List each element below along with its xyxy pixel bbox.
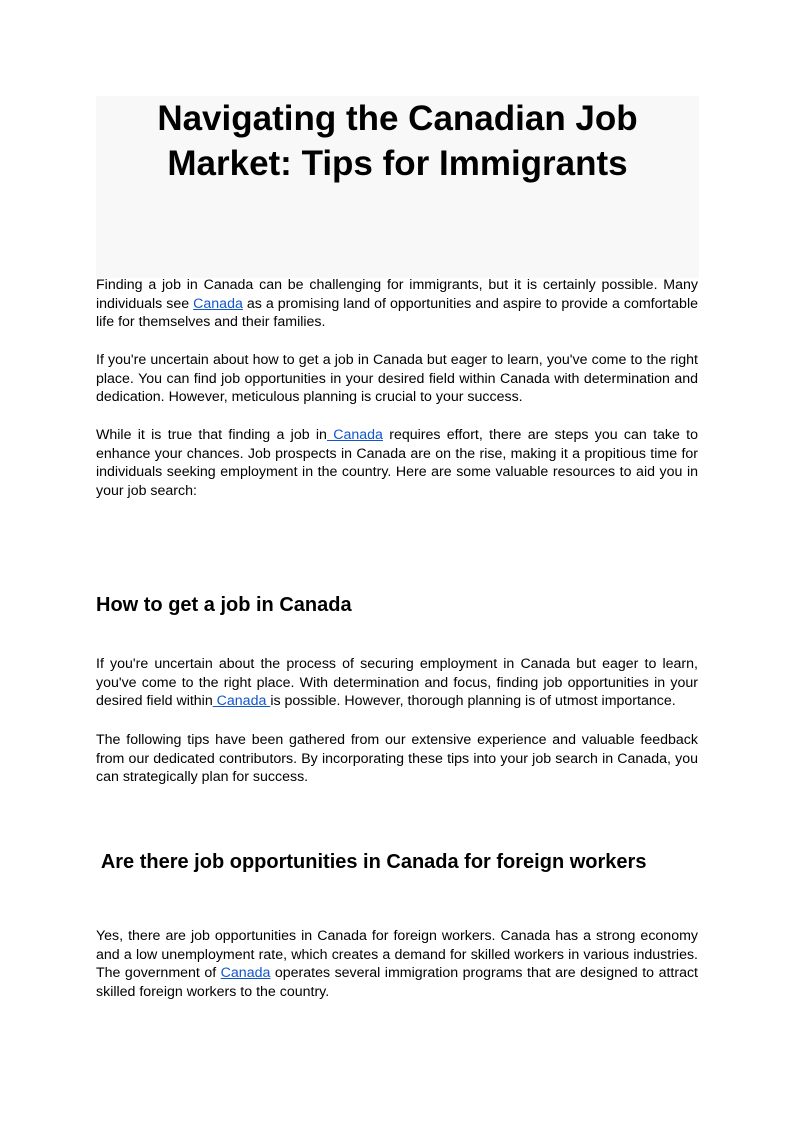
section1-paragraph-2: The following tips have been gathered from our extensive experience and valuable feedback from our dedicated contributors. By incorporating these tips into your job search in Canada, you can strategically plan for success.: [96, 732, 698, 786]
intro-paragraph-1: [96, 276, 698, 332]
canada-link-1[interactable]: Canada: [193, 295, 243, 312]
intro-p1-text-b: as a promising land of opportunities and aspire to provide a comfortable life for themselves and their families.: [96, 295, 698, 331]
section2-paragraph-1: [96, 927, 698, 1002]
page-title: Navigating the Canadian Job Market: Tips for Immigrants: [157, 99, 638, 183]
canada-link-2[interactable]: Canada: [326, 427, 383, 443]
section2-p1-text-b: operates several immigration programs that are designed to attract skilled foreign workers to the country.: [96, 965, 698, 1001]
canada-link-3[interactable]: Canada: [212, 693, 271, 710]
intro-p1-text-a: Finding a job in Canada can be challenging for immigrants, but it is certainly possible. Many individuals see: [96, 277, 698, 312]
section2-p1-text-a: Yes, there are job opportunities in Canada for foreign workers. Canada has a strong economy and a low unemployment rate, which creates a demand for skilled workers in various industries. The government of: [96, 928, 698, 982]
intro-p3-text-b: requires effort, there are steps you can take to enhance your chances. Job prospects in Canada are on the rise, making it a propitious time for individuals seeking employment in the country. Here are some valuable resources to aid you in your job search:: [96, 427, 699, 500]
intro-paragraph-3: [96, 426, 698, 501]
section-heading-foreign-workers: Are there job opportunities in Canada for foreign workers: [96, 851, 647, 873]
canada-link-4[interactable]: Canada: [220, 965, 271, 982]
section-heading-how-to-get-job: How to get a job in Canada: [96, 594, 352, 616]
intro-paragraph-2: If you're uncertain about how to get a job in Canada but eager to learn, you've come to the right place. You can find job opportunities in your desired field within Canada with determination and dedication. However, meticulous planning is crucial to your success.: [96, 352, 698, 406]
section1-p1-text-b: is possible. However, thorough planning is of utmost importance.: [270, 693, 676, 710]
section1-p1-text-a: If you're uncertain about the process of securing employment in Canada but eager to learn, you've come to the right place. With determination and focus, finding job opportunities in your desired field within: [96, 656, 698, 710]
intro-p3-text-a: While it is true that finding a job in: [96, 427, 327, 443]
section1-paragraph-1: [96, 655, 698, 711]
title-block: [96, 96, 699, 278]
